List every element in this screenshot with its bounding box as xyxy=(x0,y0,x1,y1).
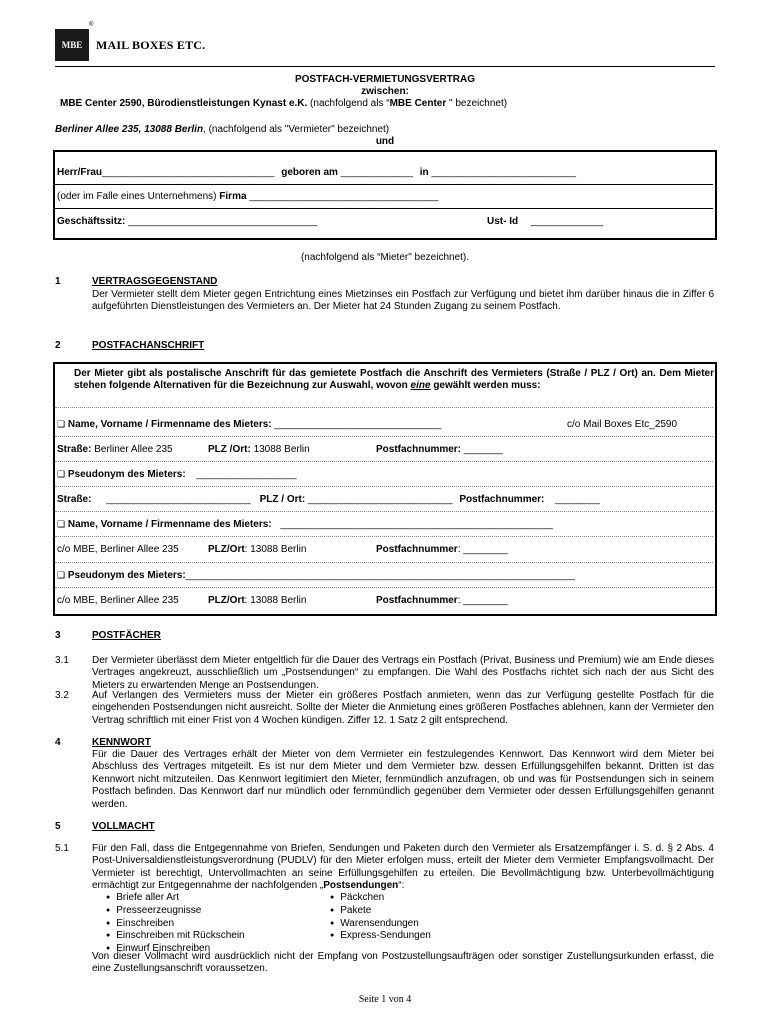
list-item: ● Pakete xyxy=(330,905,431,918)
option-3-checkbox[interactable]: ❑ xyxy=(57,520,66,530)
addr3-pf-field[interactable]: : ________ xyxy=(457,544,508,555)
addr1-strasse: Berliner Allee 235 xyxy=(94,444,173,455)
postsendungen-list-right xyxy=(330,892,431,943)
ort-label: in xyxy=(419,167,429,178)
addr1-pf-label: Postfachnummer: xyxy=(376,444,462,455)
tenant-name-row xyxy=(57,167,576,178)
herr-frau-label: Herr/Frau xyxy=(57,167,103,178)
mbe-logo-mark: MBE xyxy=(55,29,89,61)
firma-label: Firma xyxy=(219,191,247,202)
title-zwischen: zwischen: xyxy=(361,86,409,97)
option-2-field[interactable]: __________________ xyxy=(196,469,297,480)
option-4-row xyxy=(57,570,575,581)
landlord-mid: (nachfolgend als “ xyxy=(307,98,390,109)
opt-divider-6 xyxy=(55,562,713,563)
opt-divider-3 xyxy=(55,486,713,487)
option-4-postfach xyxy=(376,595,508,606)
option-4-co: c/o MBE, Berliner Allee 235 xyxy=(57,595,179,606)
option-1-postfach xyxy=(376,444,503,455)
opt-divider-7 xyxy=(55,587,713,588)
s2-intro-b: gewählt werden muss: xyxy=(430,380,541,392)
option-3-plz xyxy=(208,544,306,555)
tenant-divider-1 xyxy=(55,184,713,185)
list-item: ● Einschreiben xyxy=(106,918,245,931)
title-und: und xyxy=(375,136,395,147)
addr2-strasse-label: Straße: xyxy=(57,494,92,505)
section-5-1-number: 5.1 xyxy=(55,843,69,854)
s1-num: 1 xyxy=(55,276,61,287)
section-5-1-text xyxy=(92,843,714,893)
section-1-text: Der Vermieter stellt dem Mieter gegen Entrichtung eines Mietzinses ein Postfach zur Verfügung und bietet ihm darüber hinaus die in Ziffer 6 aufgeführten Dienstleistungen des Vermieters an. Der Mieter hat 24 Stunden Zugang zu seinem Postfach. xyxy=(92,289,714,313)
section-1-number xyxy=(55,276,61,287)
opt-divider-4 xyxy=(55,511,713,512)
option-3-postfach xyxy=(376,544,508,555)
s2-intro-em: eine xyxy=(410,380,431,392)
addr2-plz-label: PLZ / Ort: xyxy=(259,494,306,505)
addr1-strasse-label: Straße: xyxy=(57,444,92,455)
addr4-plz-label: PLZ/Ort xyxy=(208,595,245,606)
ustid-label: Ust- Id xyxy=(487,216,519,227)
addr2-pf-field[interactable]: ________ xyxy=(555,494,600,505)
registered-mark: ® xyxy=(89,22,94,28)
geboren-field[interactable]: _____________ xyxy=(340,167,413,178)
option-2-label: Pseudonym des Mieters: xyxy=(67,469,186,480)
addr1-plz: 13088 Berlin xyxy=(253,444,310,455)
geschaeftssitz-field[interactable]: __________________________________ xyxy=(128,216,318,227)
list-item: ● Warensendungen xyxy=(330,918,431,931)
mbe-logo-text: MAIL BOXES ETC. xyxy=(96,38,206,52)
section-3-2-text: Auf Verlangen des Vermieters muss der Mieter ein größeres Postfach anmieten, wenn das zur Verfügung gestellte Postfach für die eingehenden Postsendungen nicht ausreicht. Sollte der Mieter die Anmietung eines größeren Postfaches ablehnen, kann der Vermieter den Vertrag schriftlich mit einer Frist von 4 Wochen kündigen. Ziffer 12. 1 Satz 2 gilt entsprechend. xyxy=(92,690,714,726)
option-3-co: c/o MBE, Berliner Allee 235 xyxy=(57,544,179,555)
addr3-pf-label: Postfachnummer xyxy=(376,544,458,555)
s5-p1-b: “: xyxy=(398,880,405,892)
section-4-text: Für die Dauer des Vertrages erhält der Mieter von dem Vermieter ein festzulegendes Kennwort. Das Kennwort wird dem Mieter bei Abschluss des Vertrages mitgeteilt. Es ist nur dem Mieter und dem Vermieter bzw. dessen Erfüllungsgehilfen bekannt. Dritten ist das Kennwort nicht mitzuteilen. Das Kennwort legitimiert den Mieter, fernmündlich anzufragen, ob und was für Postsendungen sich in seinem Postfach befinden. Das Kennwort darf nur mündlich oder fernmündlich gegenüber dem Vermieter oder dessen Erfüllungsgehilfen genannt werden. xyxy=(92,749,714,810)
option-1-field[interactable]: ______________________________ xyxy=(274,419,442,430)
geschaeftssitz-label: Geschäftssitz: xyxy=(57,216,126,227)
option-2-checkbox[interactable]: ❑ xyxy=(57,470,66,480)
option-3-field[interactable]: _________________________________________________ xyxy=(280,519,553,530)
landlord-address-bold: Berliner Allee 235, 13088 Berlin xyxy=(55,124,204,135)
option-4-checkbox[interactable]: ❑ xyxy=(57,571,66,581)
section-2-heading: POSTFACHANSCHRIFT xyxy=(92,340,205,351)
section-4-heading: KENNWORT xyxy=(92,737,151,748)
section-3-1-number: 3.1 xyxy=(55,655,69,666)
list-item: ● Päckchen xyxy=(330,892,431,905)
option-2-address xyxy=(57,494,600,505)
section-1-heading: VERTRAGSGEGENSTAND xyxy=(92,276,218,287)
option-4-label: Pseudonym des Mieters: xyxy=(67,570,186,581)
addr3-plz-label: PLZ/Ort xyxy=(208,544,245,555)
s5-p1-bold: Postsendungen xyxy=(323,880,399,892)
section-5-number: 5 xyxy=(55,821,61,832)
landlord-short: MBE Center xyxy=(389,98,447,109)
addr1-pf-field[interactable]: _______ xyxy=(463,444,503,455)
s2-intro-a: Der Mieter gibt als postalische Anschrift für das gemietete Postfach die Anschrift des Vermieters (Straße / PLZ / Ort) an. Dem Mieter stehen folgende Alternativen für die Bezeichnung zur Auswahl, wovon xyxy=(74,368,714,392)
landlord-address-rest: , (nachfolgend als "Vermieter" bezeichnet) xyxy=(203,124,390,135)
addr4-pf-label: Postfachnummer xyxy=(376,595,458,606)
header-rule xyxy=(55,66,715,67)
landlord-address xyxy=(55,124,389,135)
option-4-plz xyxy=(208,595,306,606)
mieter-note: (nachfolgend als “Mieter" bezeichnet). xyxy=(300,252,470,263)
herr-frau-field[interactable]: _______________________________ xyxy=(102,167,275,178)
option-1-co: c/o Mail Boxes Etc_2590 xyxy=(567,419,678,430)
opt-divider-5 xyxy=(55,536,713,537)
firma-row xyxy=(57,191,438,202)
list-item: ● Einwurf Einschreiben xyxy=(106,943,245,956)
ort-field[interactable]: __________________________ xyxy=(431,167,577,178)
opt-divider-0 xyxy=(55,407,713,408)
addr2-strasse-field[interactable]: __________________________ xyxy=(106,494,251,505)
ustid-row xyxy=(487,216,603,227)
addr2-plz-field[interactable]: __________________________ xyxy=(307,494,453,505)
firma-field[interactable]: __________________________________ xyxy=(249,191,439,202)
section-5-closing: Von dieser Vollmacht wird ausdrücklich nicht der Empfang von Postzustellungsaufträgen oder sonstiger Zustellungsurkunden erfasst, die eine Zustellungsanschrift voraussetzen. xyxy=(92,951,714,975)
section-3-1-text: Der Vermieter überlässt dem Mieter entgeltlich für die Dauer des Vertrags ein Postfach (Privat, Business und Premium) wie am Ende dieses Vertrages angekreuzt, ausschließlich um „Postsendungen“ zu empfangen. Die Wahl des Postfachs richtet sich nach der aus Sicht des Mieters zu erwartenden Menge an Postsendungen. xyxy=(92,655,714,691)
option-1-label: Name, Vorname / Firmenname des Mieters: xyxy=(67,419,272,430)
option-3-row xyxy=(57,519,553,530)
section-4-number: 4 xyxy=(55,737,61,748)
option-1-row xyxy=(57,419,441,430)
section-2-intro xyxy=(74,368,714,393)
option-1-plz xyxy=(208,444,310,455)
s5-p1-a: Für den Fall, dass die Entgegennahme von Briefen, Sendungen und Paketen durch den Vermieter als Ersatzempfänger i. S. d. § 2 Abs. 4 Post-Universaldienstleistungsverordnung (PUDLV) für den Mieter erfolgen muss, erteilt der Mieter dem Vermieter Empfangsvollmacht. Der Vermieter ist berechtigt, Untervollmachten an seine Erfüllungsgehilfen zu erteilen. Die Bevollmächtigung bzw. Unterbevollmächtigung ermächtigt zur Entgegennahme der nachfolgenden „ xyxy=(92,843,714,892)
geboren-label: geboren am xyxy=(281,167,338,178)
list-item: ● Briefe aller Art xyxy=(106,892,245,905)
list-item: ● Express-Sendungen xyxy=(330,930,431,943)
ustid-field[interactable]: _____________ xyxy=(530,216,604,227)
addr4-pf-field[interactable]: : ________ xyxy=(457,595,508,606)
landlord-name: MBE Center 2590, Bürodienstleistungen Kynast e.K. xyxy=(60,98,308,109)
landlord-line xyxy=(60,98,507,109)
addr4-plz: : 13088 Berlin xyxy=(244,595,307,606)
list-item: ● Presseerzeugnisse xyxy=(106,905,245,918)
landlord-end: " bezeichnet) xyxy=(446,98,508,109)
tenant-divider-2 xyxy=(55,208,713,209)
section-2-number: 2 xyxy=(55,340,61,351)
section-5-heading: VOLLMACHT xyxy=(92,821,155,832)
postsendungen-list-left xyxy=(106,892,245,956)
section-3-number: 3 xyxy=(55,630,61,641)
addr1-plz-label: PLZ /Ort: xyxy=(208,444,251,455)
opt-divider-2 xyxy=(55,461,713,462)
section-3-heading: POSTFÄCHER xyxy=(92,630,161,641)
option-3-label: Name, Vorname / Firmenname des Mieters: xyxy=(67,519,272,530)
list-item: ● Einschreiben mit Rückschein xyxy=(106,930,245,943)
firma-prefix: (oder im Falle eines Unternehmens) xyxy=(57,191,217,202)
page-footer: Seite 1 von 4 xyxy=(358,994,412,1005)
option-2-row xyxy=(57,469,297,480)
option-1-checkbox[interactable]: ❑ xyxy=(57,420,66,430)
opt-divider-1 xyxy=(55,436,713,437)
option-4-field[interactable]: ______________________________________________________________________ xyxy=(185,570,575,581)
section-3-2-number: 3.2 xyxy=(55,690,69,701)
addr2-pf-label: Postfachnummer: xyxy=(459,494,545,505)
addr3-plz: : 13088 Berlin xyxy=(244,544,307,555)
geschaeftssitz-row xyxy=(57,216,317,227)
option-1-address xyxy=(57,444,173,455)
document-title: POSTFACH-VERMIETUNGSVERTRAG xyxy=(294,74,475,85)
